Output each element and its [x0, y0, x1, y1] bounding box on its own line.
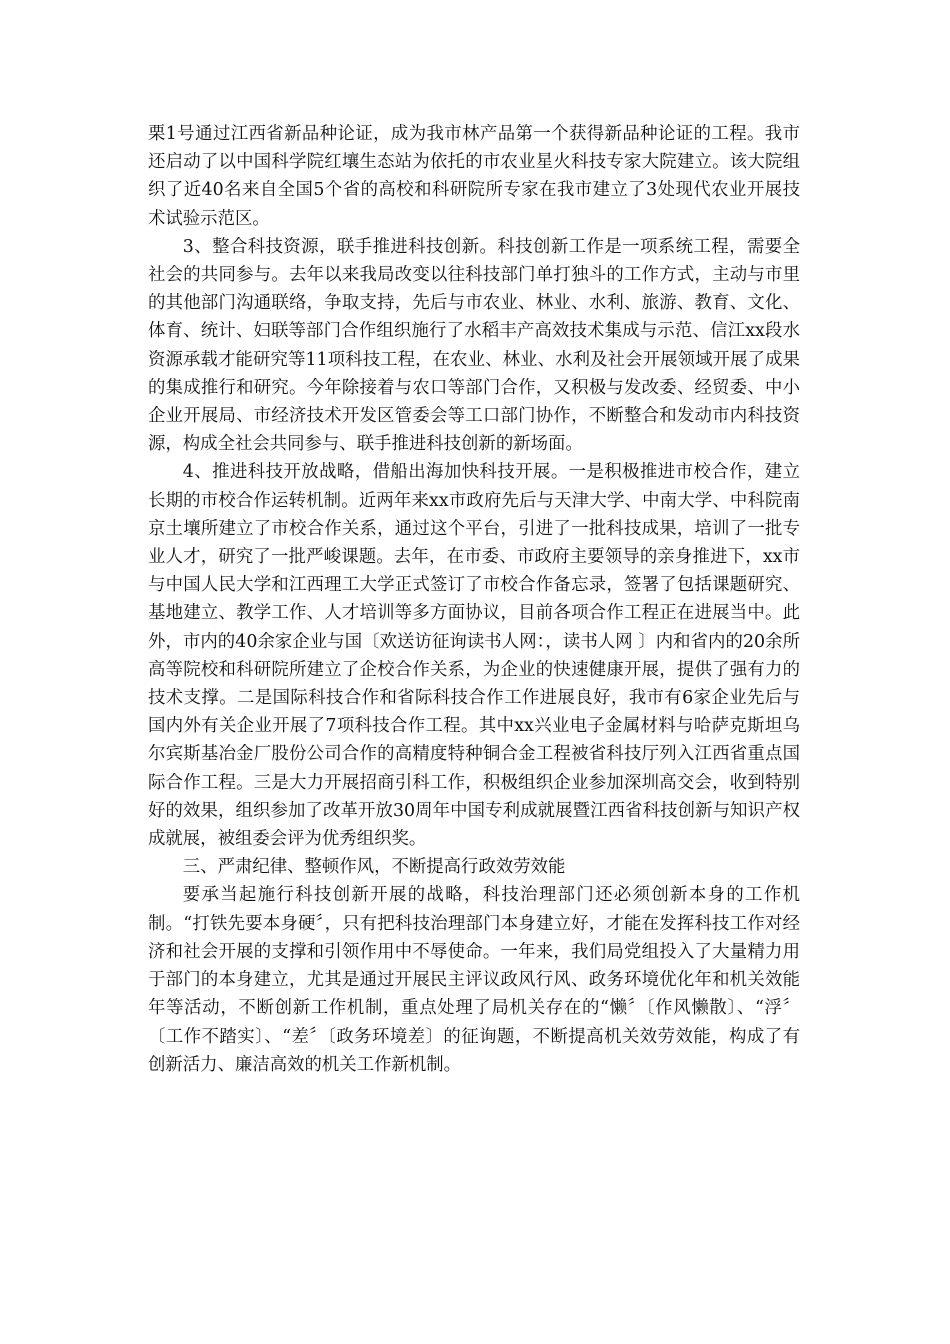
paragraph-4: 要承当起施行科技创新开展的战略，科技治理部门还必须创新本身的工作机制。“打铁先要本身硬〞，只有把科技治理部门本身建立好，才能在发挥科技工作对经济和社会开展的支撑和引领作用中不辱使命。一年来，我们局党组投入了大量精力用于部门的本身建立，尤其是通过开展民主评议政风行风、政务环境优化年和机关效能年等活动，不断创新工作机制，重点处理了局机关存在的“懒〞〔作风懒散〕、“浮〞〔工作不踏实〕、“差〞〔政务环境差〕的征询题，不断提高机关效劳效能，构成了有创新活力、廉洁高效的机关工作新机制。 [148, 885, 800, 1075]
section-heading: 三、严肃纪律、整顿作风，不断提高行政效劳效能 [182, 857, 566, 878]
document-page [148, 120, 800, 1079]
paragraph-1: 栗1号通过江西省新品种论证，成为我市林产品第一个获得新品种论证的工程。我市还启动了以中国科学院红壤生态站为依托的市农业星火科技专家大院建立。该大院组织了近40名来自全国5个省的高校和科研院所专家在我市建立了3处现代农业开展技术试验示范区。 [148, 124, 800, 229]
paragraph-2: 3、整合科技资源，联手推进科技创新。科技创新工作是一项系统工程，需要全社会的共同参与。去年以来我局改变以往科技部门单打独斗的工作方式，主动与市里的其他部门沟通联络，争取支持，先后与市农业、林业、水利、旅游、教育、文化、体育、统计、妇联等部门合作组织施行了水稻丰产高效技术集成与示范、信江xx段水资源承载才能研究等11项科技工程，在农业、林业、水利及社会开展领域开展了成果的集成推行和研究。今年除接着与农口等部门合作，又积极与发改委、经贸委、中小企业开展局、市经济技术开发区管委会等工口部门协作，不断整合和发动市内科技资源，构成全社会共同参与、联手推进科技创新的新场面。 [148, 236, 800, 455]
paragraph-3: 4、推进科技开放战略，借船出海加快科技开展。一是积极推进市校合作，建立长期的市校合作运转机制。近两年来xx市政府先后与天津大学、中南大学、中科院南京土壤所建立了市校合作关系，通过这个平台，引进了一批科技成果，培训了一批专业人才，研究了一批严峻课题。去年，在市委、市政府主要领导的亲身推进下，xx市与中国人民大学和江西理工大学正式签订了市校合作备忘录，签署了包括课题研究、基地建立、教学工作、人才培训等多方面协议，目前各项合作工程正在进展当中。此外，市内的40余家企业与国〔欢送访征询读书人网：，读书人网 〕内和省内的20余所高等院校和科研院所建立了企校合作关系，为企业的快速健康开展，提供了强有力的技术支撑。二是国际科技合作和省际科技合作工作进展良好，我市有6家企业先后与国内外有关企业开展了7项科技合作工程。其中xx兴业电子金属材料与哈萨克斯坦乌尔宾斯基冶金厂股份公司合作的高精度特种铜合金工程被省科技厅列入江西省重点国际合作工程。三是大力开展招商引科工作，积极组织企业参加深圳高交会，收到特别好的效果，组织参加了改革开放30周年中国专利成就展暨江西省科技创新与知识产权成就展，被组委会评为优秀组织奖。 [148, 462, 800, 850]
